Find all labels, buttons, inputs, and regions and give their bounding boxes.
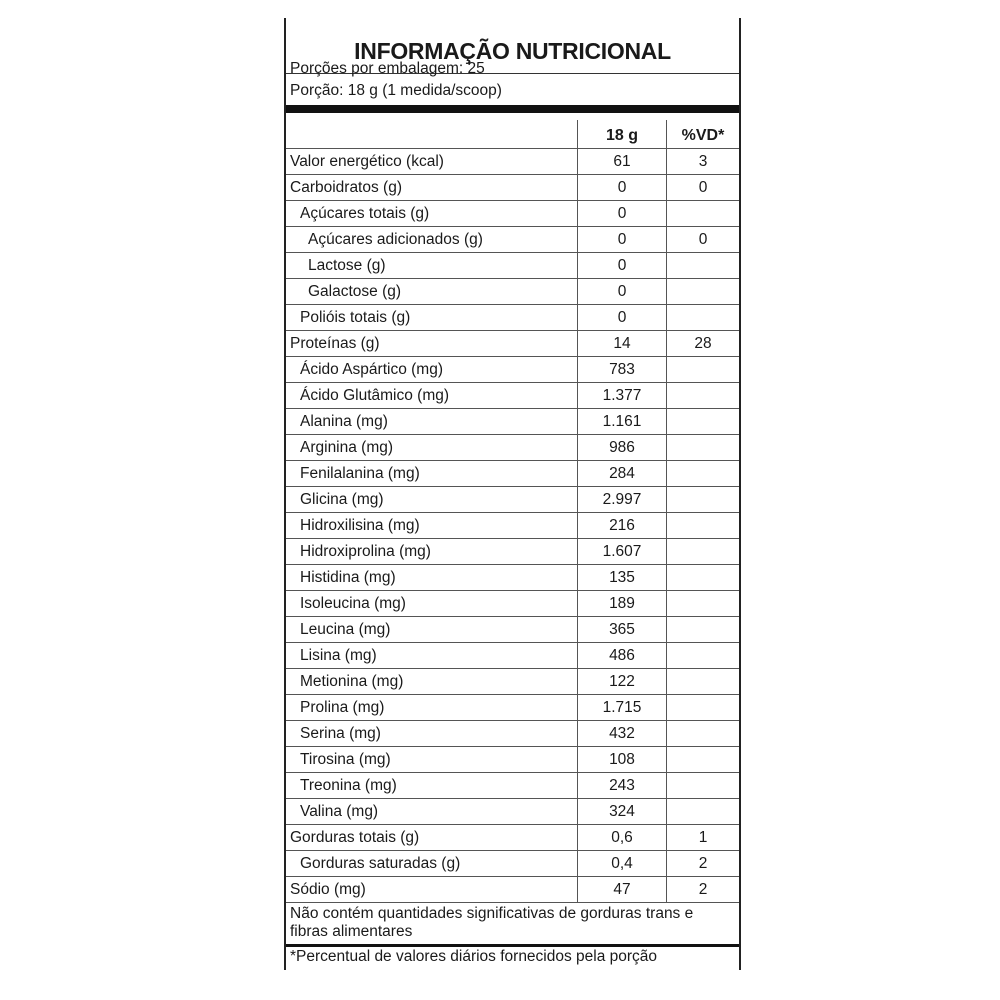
table-row xyxy=(286,539,739,565)
nutrient-daily-value xyxy=(667,513,740,539)
nutrient-daily-value xyxy=(667,721,740,747)
table-row xyxy=(286,201,739,227)
nutrient-name: Isoleucina (mg) xyxy=(286,591,578,617)
nutrient-name: Glicina (mg) xyxy=(286,487,578,513)
nutrient-daily-value xyxy=(667,565,740,591)
serving-size: Porção: 18 g (1 medida/scoop) xyxy=(290,82,502,99)
nutrient-amount: 216 xyxy=(578,513,667,539)
nutrient-name: Leucina (mg) xyxy=(286,617,578,643)
table-row xyxy=(286,565,739,591)
nutrient-daily-value: 0 xyxy=(667,175,740,201)
nutrient-amount: 365 xyxy=(578,617,667,643)
nutrient-amount: 0 xyxy=(578,279,667,305)
nutrient-amount: 0 xyxy=(578,253,667,279)
nutrient-amount: 0 xyxy=(578,175,667,201)
nutrient-name: Proteínas (g) xyxy=(286,331,578,357)
header-amount: 18 g xyxy=(578,120,667,149)
nutrient-name: Polióis totais (g) xyxy=(286,305,578,331)
nutrient-daily-value xyxy=(667,643,740,669)
footnote: *Percentual de valores diários fornecidos pela porção xyxy=(290,948,658,965)
table-row xyxy=(286,461,739,487)
nutrient-name: Alanina (mg) xyxy=(286,409,578,435)
table-row xyxy=(286,227,739,253)
table-row xyxy=(286,383,739,409)
nutrient-amount: 122 xyxy=(578,669,667,695)
nutrient-amount: 14 xyxy=(578,331,667,357)
table-row xyxy=(286,643,739,669)
nutrient-daily-value: 2 xyxy=(667,851,740,877)
nutrient-daily-value: 3 xyxy=(667,149,740,175)
table-row xyxy=(286,357,739,383)
table-row xyxy=(286,825,739,851)
table-row xyxy=(286,253,739,279)
nutrient-amount: 0 xyxy=(578,201,667,227)
nutrient-daily-value xyxy=(667,695,740,721)
nutrient-name: Metionina (mg) xyxy=(286,669,578,695)
table-row xyxy=(286,747,739,773)
table-row xyxy=(286,695,739,721)
nutrient-name: Galactose (g) xyxy=(286,279,578,305)
nutrient-name: Açúcares adicionados (g) xyxy=(286,227,578,253)
nutrient-name: Valor energético (kcal) xyxy=(286,149,578,175)
table-header-row xyxy=(286,120,739,149)
nutrient-daily-value xyxy=(667,617,740,643)
nutrient-amount: 486 xyxy=(578,643,667,669)
nutrient-daily-value xyxy=(667,383,740,409)
nutrient-daily-value xyxy=(667,409,740,435)
nutrient-daily-value xyxy=(667,279,740,305)
not-significant-note: Não contém quantidades significativas de gorduras trans e fibras alimentares xyxy=(290,905,694,940)
nutrition-table xyxy=(286,120,739,903)
nutrient-amount: 1.377 xyxy=(578,383,667,409)
table-row xyxy=(286,773,739,799)
nutrition-facts-panel xyxy=(284,18,741,970)
nutrient-amount: 47 xyxy=(578,877,667,903)
nutrient-daily-value xyxy=(667,357,740,383)
table-row xyxy=(286,279,739,305)
nutrient-daily-value xyxy=(667,591,740,617)
table-row xyxy=(286,175,739,201)
nutrient-name: Ácido Glutâmico (mg) xyxy=(286,383,578,409)
nutrient-daily-value: 28 xyxy=(667,331,740,357)
nutrient-daily-value xyxy=(667,435,740,461)
table-row xyxy=(286,617,739,643)
nutrient-amount: 0 xyxy=(578,227,667,253)
table-row xyxy=(286,591,739,617)
nutrient-name: Fenilalanina (mg) xyxy=(286,461,578,487)
nutrient-daily-value: 2 xyxy=(667,877,740,903)
nutrient-daily-value: 0 xyxy=(667,227,740,253)
nutrient-daily-value: 1 xyxy=(667,825,740,851)
table-row xyxy=(286,851,739,877)
nutrient-amount: 432 xyxy=(578,721,667,747)
nutrient-daily-value xyxy=(667,799,740,825)
table-row xyxy=(286,409,739,435)
nutrient-amount: 189 xyxy=(578,591,667,617)
nutrient-amount: 108 xyxy=(578,747,667,773)
nutrient-name: Açúcares totais (g) xyxy=(286,201,578,227)
nutrient-name: Tirosina (mg) xyxy=(286,747,578,773)
nutrient-amount: 1.607 xyxy=(578,539,667,565)
nutrient-name: Hidroxilisina (mg) xyxy=(286,513,578,539)
nutrient-name: Gorduras totais (g) xyxy=(286,825,578,851)
nutrient-amount: 2.997 xyxy=(578,487,667,513)
nutrient-name: Lactose (g) xyxy=(286,253,578,279)
table-row xyxy=(286,877,739,903)
nutrient-name: Ácido Aspártico (mg) xyxy=(286,357,578,383)
nutrient-name: Carboidratos (g) xyxy=(286,175,578,201)
table-row xyxy=(286,149,739,175)
footer-divider xyxy=(286,944,739,947)
nutrient-name: Valina (mg) xyxy=(286,799,578,825)
table-row xyxy=(286,435,739,461)
nutrient-amount: 0,6 xyxy=(578,825,667,851)
nutrient-name: Hidroxiprolina (mg) xyxy=(286,539,578,565)
nutrient-amount: 324 xyxy=(578,799,667,825)
nutrient-name: Sódio (mg) xyxy=(286,877,578,903)
nutrient-daily-value xyxy=(667,487,740,513)
table-row xyxy=(286,487,739,513)
panel-title: INFORMAÇÃO NUTRICIONAL xyxy=(354,38,671,64)
nutrient-daily-value xyxy=(667,201,740,227)
nutrient-daily-value xyxy=(667,747,740,773)
nutrient-name: Lisina (mg) xyxy=(286,643,578,669)
nutrient-name: Prolina (mg) xyxy=(286,695,578,721)
table-row xyxy=(286,305,739,331)
nutrient-name: Gorduras saturadas (g) xyxy=(286,851,578,877)
nutrient-name: Serina (mg) xyxy=(286,721,578,747)
thick-divider xyxy=(286,105,739,113)
nutrient-amount: 135 xyxy=(578,565,667,591)
nutrient-daily-value xyxy=(667,253,740,279)
nutrient-amount: 1.715 xyxy=(578,695,667,721)
nutrient-daily-value xyxy=(667,669,740,695)
nutrient-amount: 0 xyxy=(578,305,667,331)
nutrient-name: Treonina (mg) xyxy=(286,773,578,799)
table-row xyxy=(286,331,739,357)
nutrient-amount: 0,4 xyxy=(578,851,667,877)
nutrient-amount: 783 xyxy=(578,357,667,383)
nutrient-amount: 243 xyxy=(578,773,667,799)
nutrient-amount: 61 xyxy=(578,149,667,175)
nutrient-amount: 284 xyxy=(578,461,667,487)
nutrient-amount: 1.161 xyxy=(578,409,667,435)
nutrient-name: Arginina (mg) xyxy=(286,435,578,461)
header-nutrient xyxy=(286,120,578,149)
servings-per-package: Porções por embalagem: 25 xyxy=(290,60,485,77)
nutrient-daily-value xyxy=(667,305,740,331)
nutrient-daily-value xyxy=(667,773,740,799)
nutrient-amount: 986 xyxy=(578,435,667,461)
nutrient-daily-value xyxy=(667,539,740,565)
nutrient-daily-value xyxy=(667,461,740,487)
table-row xyxy=(286,669,739,695)
nutrient-name: Histidina (mg) xyxy=(286,565,578,591)
table-row xyxy=(286,721,739,747)
table-row xyxy=(286,513,739,539)
header-daily-value: %VD* xyxy=(667,120,740,149)
table-row xyxy=(286,799,739,825)
